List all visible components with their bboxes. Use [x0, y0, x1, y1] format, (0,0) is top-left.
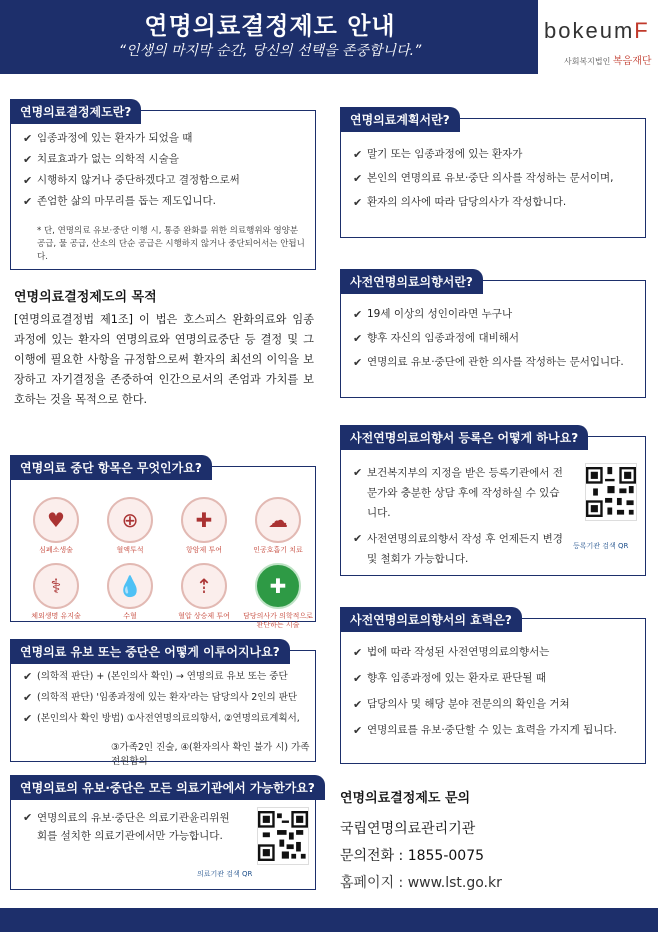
list-item-text: 임종과정에 있는 환자가 되었을 때 [37, 132, 193, 144]
list-item [23, 711, 305, 726]
list-item-text: 말기 또는 임종과정에 있는 환자가 [367, 148, 523, 160]
list-item-text: 향후 자신의 임종과정에 대비해서 [367, 332, 520, 344]
stop-items-tag: 연명의료 중단 항목은 무엇인가요? [10, 455, 212, 480]
list-item [23, 690, 305, 705]
check-icon: ✔ [23, 132, 33, 145]
list-item [353, 195, 635, 210]
list-item [353, 529, 565, 569]
list-item [353, 307, 635, 322]
check-icon: ✔ [353, 308, 363, 321]
check-icon: ✔ [353, 724, 363, 737]
check-icon: ✔ [353, 532, 363, 545]
where-tag: 연명의료의 유보·중단은 모든 의료기관에서 가능한가요? [10, 775, 325, 800]
list-item-text: 환자의 의사에 따라 담당의사가 작성합니다. [367, 196, 567, 208]
logo-sub-prefix: 사회복지법인 [564, 57, 611, 66]
what-is-card [10, 105, 316, 270]
list-item [353, 723, 635, 738]
stop-item-label: 체외생명 유지술 [31, 612, 81, 620]
where-card [10, 781, 316, 890]
effect-tag: 사전연명의료의향서의 효력은? [340, 607, 522, 632]
ecmo-icon: ⚕ [33, 563, 79, 609]
check-icon: ✔ [23, 153, 33, 166]
list-item-text: 존엄한 삶의 마무리를 돕는 제도입니다. [37, 195, 216, 207]
list-item-text: 연명의료를 유보·중단할 수 있는 효력을 가지게 됩니다. [367, 724, 617, 736]
list-item [23, 809, 235, 845]
contact-phone[interactable]: 문의전화 : 1855-0075 [340, 848, 485, 864]
check-icon: ✔ [353, 148, 363, 161]
check-icon: ✔ [353, 466, 363, 479]
list-item-text: 법에 따라 작성된 사전연명의료의향서는 [367, 646, 550, 658]
list-item-text: 담당의사 및 해당 분야 전문의의 확인을 거쳐 [367, 698, 570, 710]
stop-item-label: 항암제 투여 [185, 546, 223, 554]
logo-subtext [564, 52, 652, 67]
plan-card [340, 113, 646, 238]
stop-items-grid [21, 497, 317, 637]
list-item-text: 19세 이상의 성인이라면 누구나 [367, 308, 513, 320]
cpr-icon: ♥ [33, 497, 79, 543]
list-item [353, 331, 635, 346]
check-icon: ✔ [353, 672, 363, 685]
check-icon: ✔ [23, 174, 33, 187]
list-item [353, 463, 565, 523]
stop-item [21, 497, 91, 555]
effect-list [353, 645, 635, 744]
how-continuation: ③가족2인 진술, ④(환자의사 확인 불가 시) 가족 전원합의 [111, 742, 310, 767]
what-is-list [23, 131, 305, 215]
purpose-body: [연명의료결정법 제1조] 이 법은 호스피스 완화의료와 임종 과정에 있는 환자의 연명의료와 연명의료중단 등 결정 및 그 이행에 필요한 사항을 규정함으로써 환자의 최선의 이익을 보장하고 자기결정을 존중하여 인간으로서의 존엄과 가치를 보호하는 것을 목적으로 한다. [14, 313, 314, 406]
list-item [353, 645, 635, 660]
stop-item-label: 수혈 [123, 612, 137, 620]
purpose-title: 연명의료결정제도의 목적 [14, 290, 157, 305]
list-item [353, 697, 635, 712]
advance-card [340, 275, 646, 398]
check-icon: ✔ [353, 356, 363, 369]
list-item-text: (의학적 판단) + (본인의사 확인) → 연명의료 유보 또는 중단 [37, 671, 288, 682]
list-item-text: 치료효과가 없는 의학적 시술을 [37, 153, 179, 165]
qr-code[interactable] [585, 463, 637, 521]
list-item [353, 147, 635, 162]
qr-code[interactable] [257, 807, 309, 865]
stop-item [169, 563, 239, 621]
effect-card [340, 613, 646, 764]
what-is-tag: 연명의료결정제도란? [10, 99, 141, 124]
check-icon: ✔ [23, 811, 33, 824]
transfusion-icon: 💧 [107, 563, 153, 609]
list-item [23, 194, 305, 209]
chemo-icon: ✚ [181, 497, 227, 543]
stop-item-label: 혈압 상승제 투여 [178, 612, 230, 620]
check-icon: ✔ [353, 196, 363, 209]
contact-title: 연명의료결정제도 문의 [340, 791, 471, 806]
stop-item [95, 497, 165, 555]
page-title: 연명의료결정제도 안내 [144, 12, 396, 40]
logo-wordmark [544, 18, 650, 44]
list-item [353, 171, 635, 186]
plan-list [353, 147, 635, 216]
stop-item [169, 497, 239, 555]
check-icon: ✔ [23, 670, 33, 683]
medical-cross-icon: ✚ [255, 563, 301, 609]
check-icon: ✔ [23, 691, 33, 704]
check-icon: ✔ [353, 646, 363, 659]
list-item-text: (의학적 판단) '임종과정에 있는 환자'라는 담당의사 2인의 판단 [37, 692, 298, 703]
list-item [353, 355, 635, 370]
stop-item [243, 497, 313, 555]
check-icon: ✔ [353, 698, 363, 711]
list-item-text: 본인의 연명의료 유보·중단 의사를 작성하는 문서이며, [367, 172, 614, 184]
list-item [23, 173, 305, 188]
how-tag: 연명의료 유보 또는 중단은 어떻게 이루어지나요? [10, 639, 290, 664]
logo-wordmark-text: bokeum [544, 18, 635, 43]
register-card [340, 431, 646, 576]
logo-wordmark-accent: F [634, 18, 650, 43]
check-icon: ✔ [353, 332, 363, 345]
page-subtitle: “인생의 마지막 순간, 당신의 선택을 존중합니다.” [118, 43, 422, 59]
stop-item-label: 심폐소생술 [39, 546, 73, 554]
list-item-text: 시행하지 않거나 중단하겠다고 결정함으로써 [37, 174, 240, 186]
register-tag: 사전연명의료의향서 등록은 어떻게 하나요? [340, 425, 588, 450]
where-list [23, 809, 235, 851]
list-item-text: 연명의료의 유보·중단은 의료기관윤리위원회를 설치한 의료기관에서만 가능합니다. [37, 812, 230, 842]
advance-tag: 사전연명의료의향서란? [340, 269, 483, 294]
stop-item-label: 인공호흡기 치료 [253, 546, 303, 554]
plan-tag: 연명의료계획서란? [340, 107, 460, 132]
stop-item-label: 담당의사가 의학적으로 판단하는 시술 [243, 612, 313, 629]
where-qr-label: 의료기관 검색 QR [197, 870, 253, 878]
how-list [23, 669, 305, 732]
contact-org: 국립연명의료관리기관 [340, 821, 476, 837]
list-item-text: 사전연명의료의향서 작성 후 언제든지 변경 및 철회가 가능합니다. [367, 533, 563, 565]
ventilator-icon: ☁ [255, 497, 301, 543]
register-qr-label: 등록기관 검색 QR [573, 542, 629, 550]
qr-icon [586, 464, 636, 520]
list-item [23, 152, 305, 167]
stop-item [95, 563, 165, 621]
logo-sub-brand: 복음재단 [612, 56, 652, 67]
check-icon: ✔ [353, 172, 363, 185]
qr-icon [258, 808, 308, 864]
stop-items-card [10, 461, 316, 629]
how-card [10, 645, 316, 767]
register-list [353, 463, 565, 575]
header-banner [0, 0, 658, 74]
list-item-text: 향후 임종과정에 있는 환자로 판단될 때 [367, 672, 546, 684]
list-item [23, 669, 305, 684]
contact-website-link[interactable]: 홈페이지 : www.lst.go.kr [340, 875, 502, 891]
check-icon: ✔ [23, 195, 33, 208]
footer-bar [0, 908, 658, 932]
stop-item [243, 563, 313, 630]
list-item [23, 131, 305, 146]
list-item [353, 671, 635, 686]
check-icon: ✔ [23, 712, 33, 725]
vasopressor-icon: ⇡ [181, 563, 227, 609]
dialysis-icon: ⊕ [107, 497, 153, 543]
stop-item-label: 혈액투석 [116, 546, 144, 554]
stop-item [21, 563, 91, 621]
list-item-text: 연명의료 유보·중단에 관한 의사를 작성하는 문서입니다. [367, 356, 624, 368]
list-item-text: 보건복지부의 지정을 받은 등록기관에서 전문가와 충분한 상담 후에 작성하실 수 있습니다. [367, 467, 563, 519]
list-item-text: (본인의사 확인 방법) ①사전연명의료의향서, ②연명의료계획서, [37, 713, 300, 724]
what-is-note: * 단, 연명의료 유보·중단 이행 시, 통증 완화를 위한 의료행위와 영양분 공급, 물 공급, 산소의 단순 공급은 시행하지 않거나 중단되어서는 안됩니다. [37, 226, 305, 262]
advance-list [353, 307, 635, 376]
logo [538, 0, 658, 74]
